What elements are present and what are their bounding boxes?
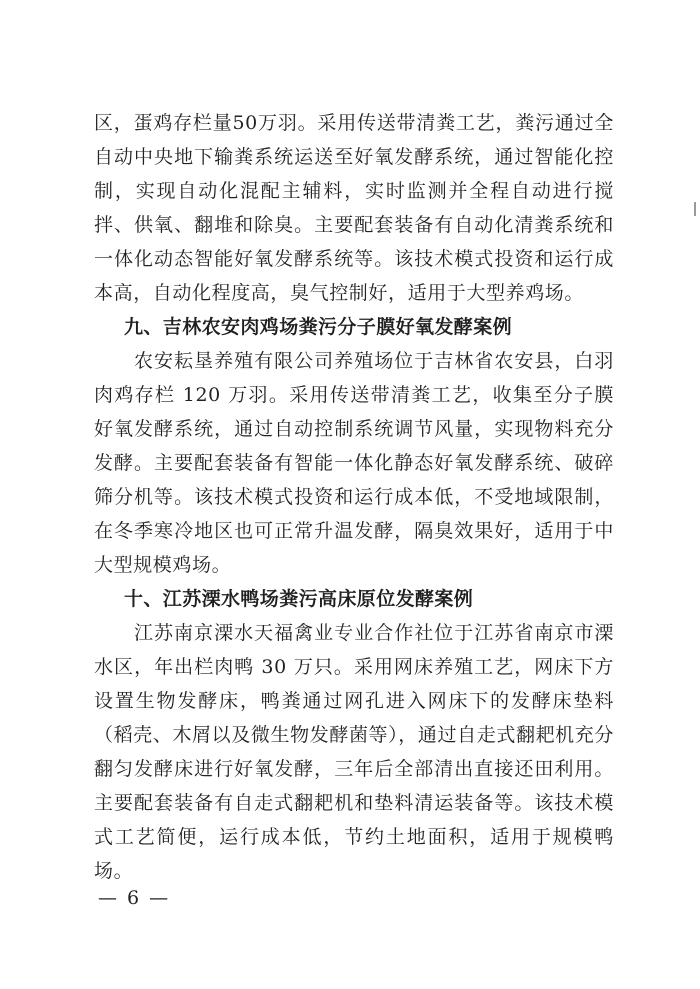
paragraph-case-ten: 江苏南京溧水天福禽业专业合作社位于江苏省南京市溧水区，年出栏肉鸭 30 万只。采用网床养殖工艺，网床下方设置生物发酵床，鸭粪通过网孔进入网床下的发酵床垫料（稻壳、木屑以及微生物发酵菌等），通过自走式翻耙机充分翻匀发酵床进行好氧发酵，三年后全部清出直接还田利用。主要配套装备有自走式翻耙机和垫料清运装备等。该技术模式工艺简便，运行成本低，节约土地面积，适用于规模鸭场。 bbox=[94, 622, 614, 882]
section-heading-case-nine: 九、吉林农安肉鸡场粪污分子膜好氧发酵案例 bbox=[124, 316, 513, 338]
document-body bbox=[94, 106, 614, 888]
page-number: — 6 — bbox=[98, 887, 171, 909]
section-heading-case-ten: 十、江苏溧水鸭场粪污高床原位发酵案例 bbox=[124, 588, 474, 610]
paragraph-continued-case-eight: 区，蛋鸡存栏量50万羽。采用传送带清粪工艺，粪污通过全自动中央地下输粪系统运送至好氧发酵系统，通过智能化控制，实现自动化混配主辅料，实时监测并全程自动进行搅拌、供氧、翻堆和除臭。主要配套装备有自动化清粪系统和一体化动态智能好氧发酵系统等。该技术模式投资和运行成本高，自动化程度高，臭气控制好，适用于大型养鸡场。 bbox=[94, 112, 614, 304]
scan-edge-mark bbox=[694, 202, 696, 216]
paragraph-case-nine: 农安耘垦养殖有限公司养殖场位于吉林省农安县，白羽肉鸡存栏 120 万羽。采用传送带清粪工艺，收集至分子膜好氧发酵系统，通过自动控制系统调节风量，实现物料充分发酵。主要配套装备有智能一体化静态好氧发酵系统、破碎筛分机等。该技术模式投资和运行成本低，不受地域限制，在冬季寒冷地区也可正常升温发酵，隔臭效果好，适用于中大型规模鸡场。 bbox=[94, 350, 614, 576]
